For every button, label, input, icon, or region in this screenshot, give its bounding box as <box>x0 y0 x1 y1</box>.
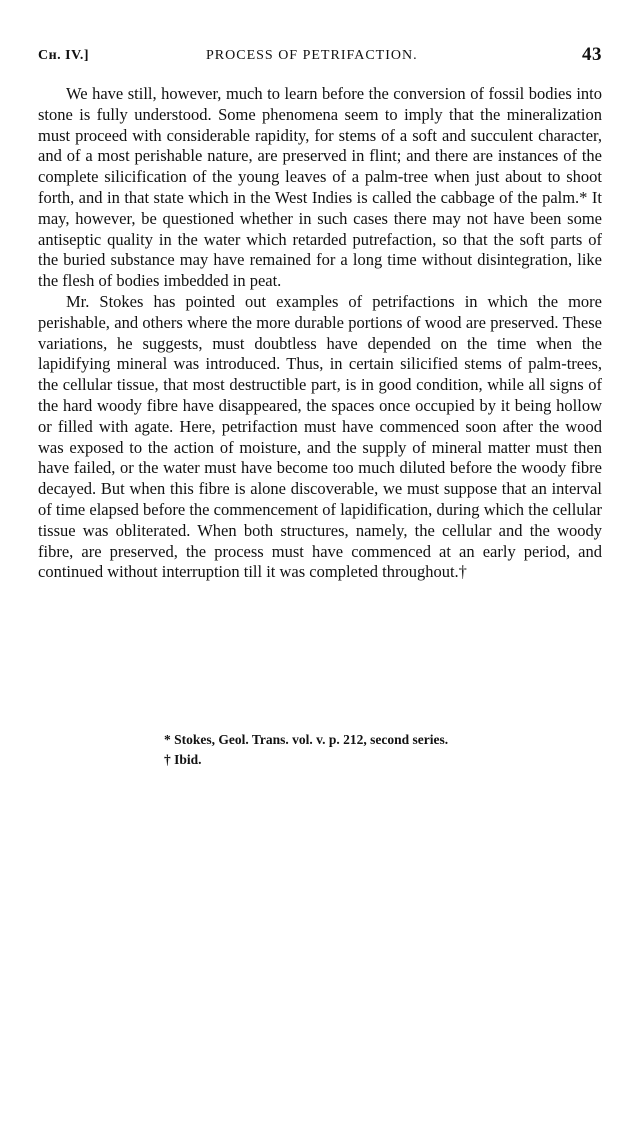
paragraph: Mr. Stokes has pointed out examples of petrifactions in which the more perishable, and others where the more durable portions of wood are preserved. These variations, he suggests, must doubtless have depended on the time when the lapidifying mineral was introduced. Thus, in certain silicified stems of palm-trees, the cellular tissue, that most destructible part, is in good condition, while all signs of the hard woody fibre have disappeared, the spaces once occupied by it being hollow or filled with agate. Here, petrifaction must have commenced soon after the wood was exposed to the action of moisture, and the supply of mineral matter must then have failed, or the water must have become too much diluted before the woody fibre decayed. But when this fibre is alone discoverable, we must suppose that an interval of time elapsed before the commencement of lapidification, during which the cellular tissue was obliterated. When both structures, namely, the cellular and the woody fibre, are preserved, the process must have commenced at an early period, and continued without interruption till it was completed throughout.† <box>38 291 602 582</box>
running-header <box>38 44 602 68</box>
footnotes <box>164 730 584 770</box>
running-title: PROCESS OF PETRIFACTION. <box>206 48 418 63</box>
chapter-label: Cʜ. IV.] <box>38 48 90 63</box>
footnote: * Stokes, Geol. Trans. vol. v. p. 212, second series. <box>164 732 449 747</box>
paragraph: We have still, however, much to learn before the conversion of fossil bodies into stone is fully understood. Some phenomena seem to imply that the mineralization must proceed with considerable rapidity, for stems of a soft and succulent character, and of a most perishable nature, are preserved in flint; and there are instances of the complete silicification of the young leaves of a palm-tree when just about to shoot forth, and in that state which in the West Indies is called the cabbage of the palm.* It may, however, be questioned whether in such cases there may not have been some antiseptic quality in the water which retarded putrefaction, so that the soft parts of the buried substance may have remained for a long time without disintegration, like the flesh of bodies imbedded in peat. <box>38 84 602 291</box>
page-number: 43 <box>582 44 602 65</box>
footnote: † Ibid. <box>164 752 202 767</box>
body-text <box>38 84 602 583</box>
